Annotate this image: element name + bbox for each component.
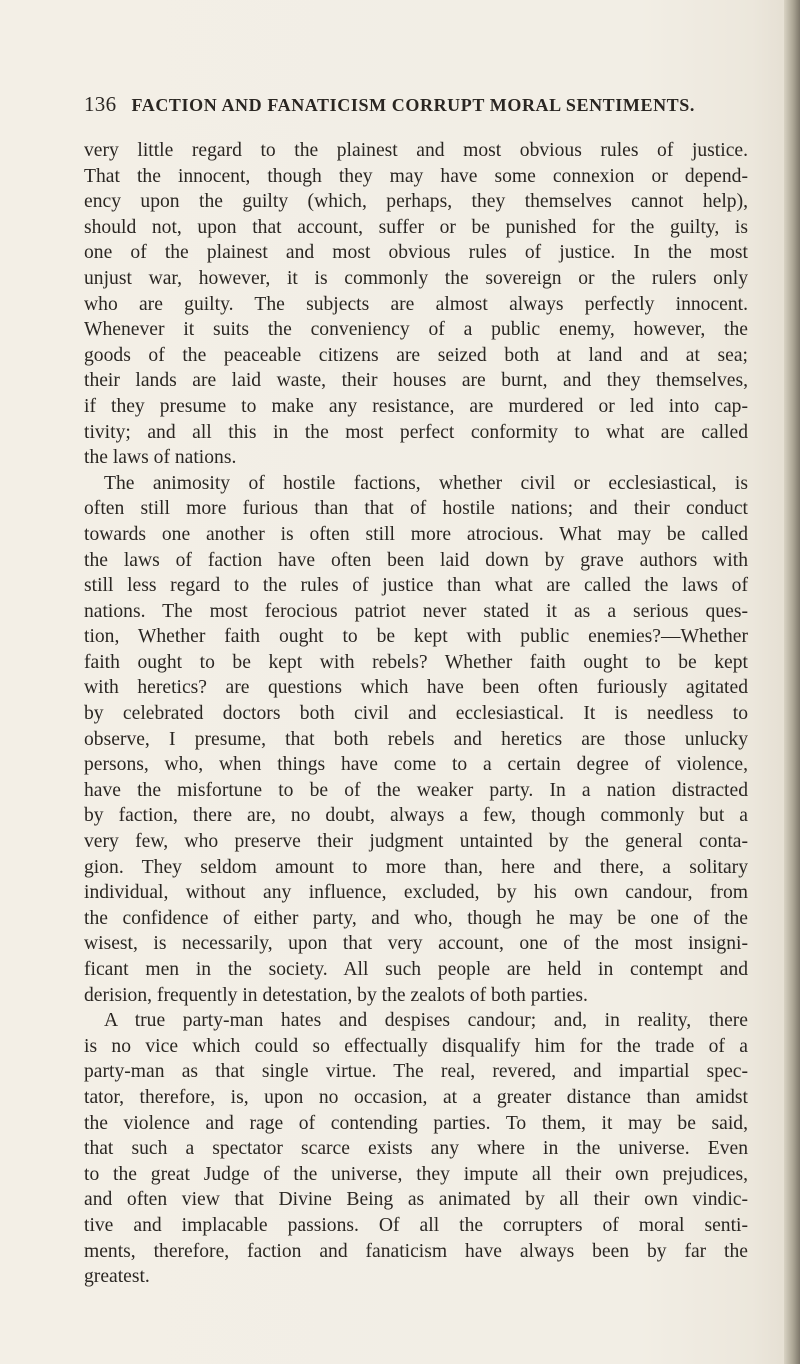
text-line: by faction, there are, no doubt, always a few, though commonly but a (84, 805, 748, 827)
text-line: ficant men in the society. All such people are held in contempt and (84, 959, 748, 980)
text-line: still less regard to the rules of justice than what are called the laws of (84, 575, 748, 597)
text-line: tion, Whether faith ought to be kept with public enemies?—Whether (84, 626, 748, 648)
text-line: their lands are laid waste, their houses are burnt, and they themselves, (84, 370, 748, 392)
text-line: The animosity of hostile factions, whether civil or ecclesiastical, is (104, 472, 748, 494)
text-line: goods of the peaceable citizens are seized both at land and at sea; (84, 344, 748, 366)
text-line: persons, who, when things have come to a certain degree of violence, (84, 754, 748, 776)
text-line: That the innocent, though they may have some connexion or depend- (84, 165, 748, 187)
text-line: observe, I presume, that both rebels and heretics are those unlucky (84, 728, 748, 750)
text-line: the laws of nations. (84, 447, 237, 469)
page-edge-shadow (784, 0, 800, 1364)
text-line: A true party-man hates and despises candour; and, in reality, there (104, 1010, 748, 1032)
text-line: party-man as that single virtue. The real, revered, and impartial spec- (84, 1061, 748, 1083)
text-line: very little regard to the plainest and most obvious rules of justice. (84, 140, 748, 161)
text-line: gion. They seldom amount to more than, here and there, a solitary (84, 856, 748, 878)
text-line: faith ought to be kept with rebels? Whether faith ought to be kept (84, 651, 748, 673)
running-head (84, 92, 744, 117)
text-line: very few, who preserve their judgment untainted by the general conta- (84, 831, 748, 853)
text-line: tator, therefore, is, upon no occasion, at a greater distance than amidst (84, 1086, 748, 1108)
text-line: ments, therefore, faction and fanaticism have always been by far the (84, 1240, 748, 1262)
text-line: Whenever it suits the conveniency of a public enemy, however, the (84, 319, 748, 341)
text-line: by celebrated doctors both civil and ecclesiastical. It is needless to (84, 703, 748, 725)
text-line: the laws of faction have often been laid down by grave authors with (84, 549, 748, 571)
text-line: the confidence of either party, and who, though he may be one of the (84, 907, 748, 929)
text-line: if they presume to make any resistance, are murdered or led into cap- (84, 395, 748, 417)
text-line: ency upon the guilty (which, perhaps, they themselves cannot help), (84, 191, 748, 213)
text-line: individual, without any influence, excluded, by his own candour, from (84, 882, 748, 904)
text-line: that such a spectator scarce exists any where in the universe. Even (84, 1138, 748, 1160)
text-line: often still more furious than that of hostile nations; and their conduct (84, 498, 748, 520)
text-line: is no vice which could so effectually disqualify him for the trade of a (84, 1035, 748, 1057)
text-line: have the misfortune to be of the weaker party. In a nation distracted (84, 779, 748, 801)
text-line: towards one another is often still more atrocious. What may be called (84, 523, 748, 545)
text-line: the violence and rage of contending parties. To them, it may be said, (84, 1112, 748, 1134)
text-line: wisest, is necessarily, upon that very account, one of the most insigni- (84, 933, 748, 955)
text-line: to the great Judge of the universe, they impute all their own prejudices, (84, 1163, 748, 1185)
text-line: nations. The most ferocious patriot never stated it as a serious ques- (84, 600, 748, 622)
page-number: 136 (84, 92, 117, 116)
running-title: FACTION AND FANATICISM CORRUPT MORAL SENTIMENTS. (131, 95, 695, 115)
text-line: and often view that Divine Being as animated by all their own vindic- (84, 1189, 748, 1211)
text-line: greatest. (84, 1266, 150, 1288)
body-text (84, 138, 748, 1290)
text-line: should not, upon that account, suffer or be punished for the guilty, is (84, 216, 748, 238)
text-line: tive and implacable passions. Of all the corrupters of moral senti- (84, 1214, 748, 1236)
text-line: one of the plainest and most obvious rules of justice. In the most (84, 242, 748, 264)
text-line: with heretics? are questions which have been often furiously agitated (84, 677, 748, 699)
text-line: tivity; and all this in the most perfect conformity to what are called (84, 421, 748, 443)
text-line: who are guilty. The subjects are almost always perfectly innocent. (84, 293, 748, 315)
text-line: derision, frequently in detestation, by the zealots of both parties. (84, 984, 588, 1006)
text-line: unjust war, however, it is commonly the sovereign or the rulers only (84, 267, 748, 289)
